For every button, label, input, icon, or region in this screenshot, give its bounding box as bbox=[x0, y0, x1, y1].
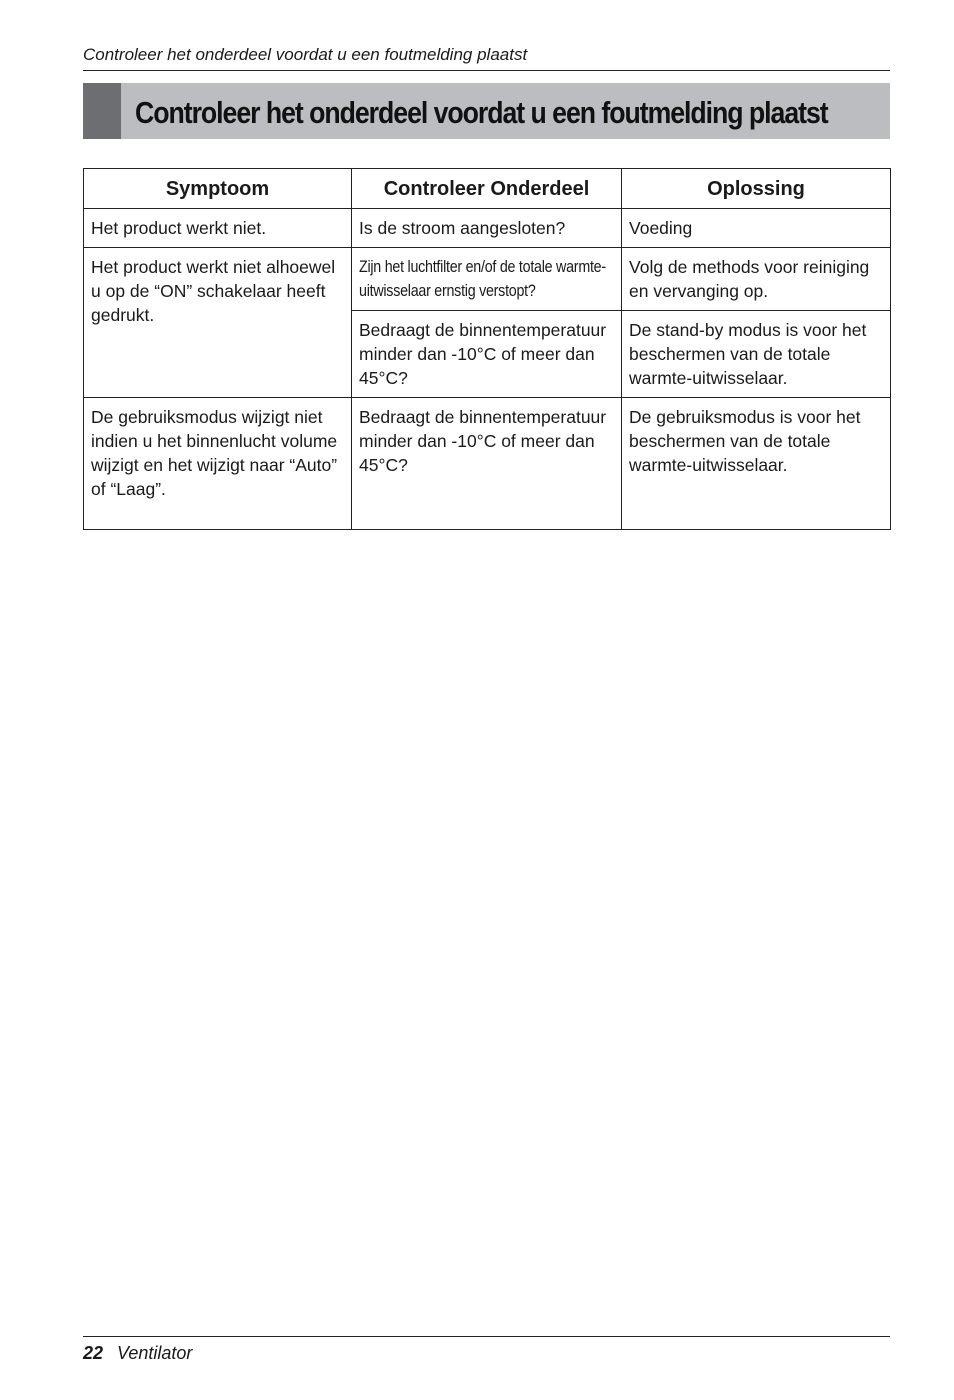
page-title: Controleer het onderdeel voordat u een foutmelding plaatst bbox=[135, 95, 828, 130]
troubleshooting-table bbox=[83, 168, 891, 530]
symptom-cell bbox=[84, 398, 352, 530]
footer-section-name: Ventilator bbox=[117, 1343, 193, 1363]
table-row bbox=[84, 398, 891, 530]
page-footer bbox=[83, 1336, 890, 1365]
check-text: Is de stroom aangesloten? bbox=[359, 218, 566, 238]
page-number: 22 bbox=[83, 1343, 104, 1363]
solution-cell bbox=[622, 311, 891, 398]
check-cell bbox=[352, 209, 622, 248]
check-cell bbox=[352, 311, 622, 398]
section-title-bar bbox=[83, 83, 890, 139]
column-header-check: Controleer Onderdeel bbox=[352, 169, 622, 209]
check-text: Bedraagt de binnentemperatuur minder dan -10°C of meer dan 45°C? bbox=[359, 407, 607, 475]
running-header: Controleer het onderdeel voordat u een foutmelding plaatst bbox=[83, 44, 890, 71]
symptom-text: Het product werkt niet. bbox=[91, 218, 267, 238]
check-cell bbox=[352, 248, 622, 311]
solution-text: De gebruiksmodus is voor het beschermen van de totale warmte-uitwisselaar. bbox=[629, 407, 861, 475]
check-text: Zijn het luchtfilter en/of de totale warmte-uitwisselaar ernstig verstopt? bbox=[359, 257, 606, 300]
solution-text: Volg de methods voor reiniging en vervanging op. bbox=[629, 257, 870, 301]
check-cell bbox=[352, 398, 622, 530]
symptom-text: Het product werkt niet alhoewel u op de “ON” schakelaar heeft gedrukt. bbox=[91, 257, 336, 325]
solution-cell bbox=[622, 209, 891, 248]
solution-cell bbox=[622, 248, 891, 311]
symptom-text: De gebruiksmodus wijzigt niet indien u het binnenlucht volume wijzigt en het wijzigt naar “Auto” of “Laag”. bbox=[91, 407, 338, 499]
solution-cell bbox=[622, 398, 891, 530]
table-row bbox=[84, 209, 891, 248]
title-accent-block bbox=[83, 83, 121, 139]
table-row bbox=[84, 248, 891, 311]
column-header-symptom: Symptoom bbox=[84, 169, 352, 209]
table-header-row bbox=[84, 169, 891, 209]
solution-text: De stand-by modus is voor het beschermen van de totale warmte-uitwisselaar. bbox=[629, 320, 867, 388]
column-header-solution: Oplossing bbox=[622, 169, 891, 209]
symptom-cell bbox=[84, 209, 352, 248]
check-text: Bedraagt de binnentemperatuur minder dan -10°C of meer dan 45°C? bbox=[359, 320, 607, 388]
solution-text: Voeding bbox=[629, 218, 693, 238]
symptom-cell bbox=[84, 248, 352, 398]
